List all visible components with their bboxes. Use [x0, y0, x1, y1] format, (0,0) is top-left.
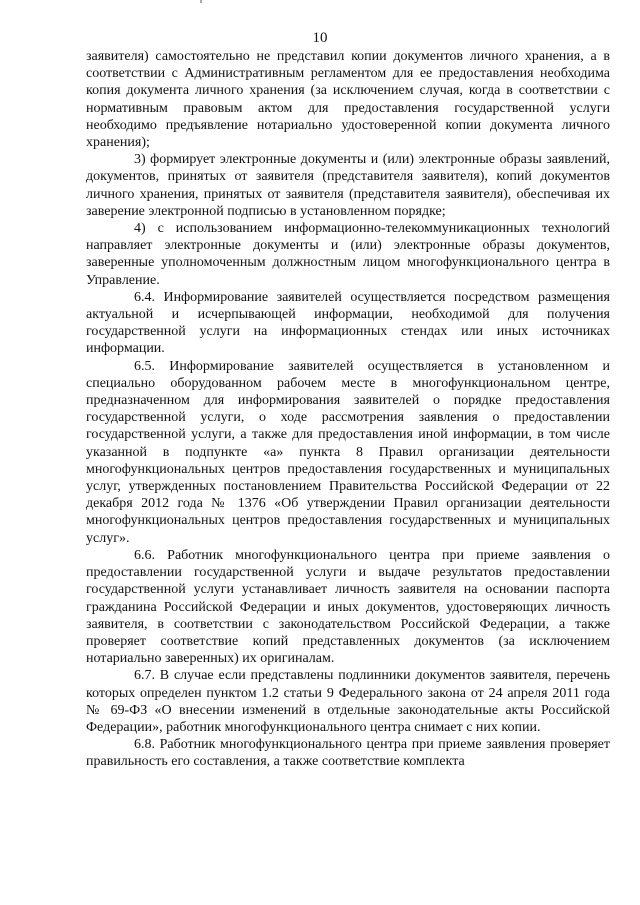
paragraph-6-5: 6.5. Информирование заявителей осуществляется в установленном и специально оборудованном рабочем месте в многофункциональном центре, предназначенном для информирования заявителей о порядке предоставления государственной услуги, о ходе рассмотрения заявления о предоставлении государственной услуги, а также для предоставления иной информации, в том числе указанной в подпункте «а» пункта 8 Правил организации деятельности многофункциональных центров предоставления государственных и муниципальных услуг, утвержденных постановлением Правительства Российской Федерации от 22 декабря 2012 года № 1376 «Об утверждении Правил организации деятельности многофункциональных центров предоставления государственных и муниципальных услуг».: [86, 358, 610, 546]
paragraph-6-7: 6.7. В случае если представлены подлинники документов заявителя, перечень которых определен пунктом 1.2 статьи 9 Федерального закона от 24 апреля 2011 года № 69-ФЗ «О внесении изменений в отдельные законодательные акты Российской Федерации», работник многофункционального центра снимает с них копии.: [86, 668, 610, 735]
paragraph-6-6: 6.6. Работник многофункционального центра при приеме заявления о предоставлении государственной услуги и выдаче результатов предоставлении государственной услуги устанавливает личность заявителя на основании паспорта гражданина Российской Федерации и иных документов, удостоверяющих личность заявителя, в соответствии с законодательством Российской Федерации, а также проверяет соответствие копий представленных документов (за исключением нотариально заверенных) их оригиналам.: [86, 547, 610, 667]
paragraph-continuation: заявителя) самостоятельно не представил копии документов личного хранения, а в соответствии с Административным регламентом для ее предоставления необходима копия документа личного хранения (за исключением случая, когда в соответствии с нормативным правовым актом для предоставления государственной услуги необходимо предъявление нотариально удостоверенной копии документа личного хранения);: [86, 49, 610, 151]
paragraph-item-4: 4) с использованием информационно-телекоммуникационных технологий направляет электронные документы и (или) электронные образы документов, заверенные уполномоченным должностным лицом многофункционального центра в Управление.: [86, 221, 610, 288]
page-number: 10: [312, 30, 328, 46]
document-body: [86, 48, 610, 771]
scan-mark: [200, 0, 202, 3]
paragraph-6-4: 6.4. Информирование заявителей осуществляется посредством размещения актуальной и исчерпывающей информации, необходимой для получения государственной услуги на информационных стендах или иных источниках информации.: [86, 289, 610, 357]
paragraph-6-8: 6.8. Работник многофункционального центра при приеме заявления проверяет правильность его составления, а также соответствие комплекта: [86, 737, 610, 770]
paragraph-item-3: 3) формирует электронные документы и (или) электронные образы заявлений, документов, принятых от заявителя (представителя заявителя), копий документов личного хранения, принятых от заявителя (представителя заявителя), обеспечивая их заверение электронной подписью в установленном порядке;: [86, 152, 610, 219]
